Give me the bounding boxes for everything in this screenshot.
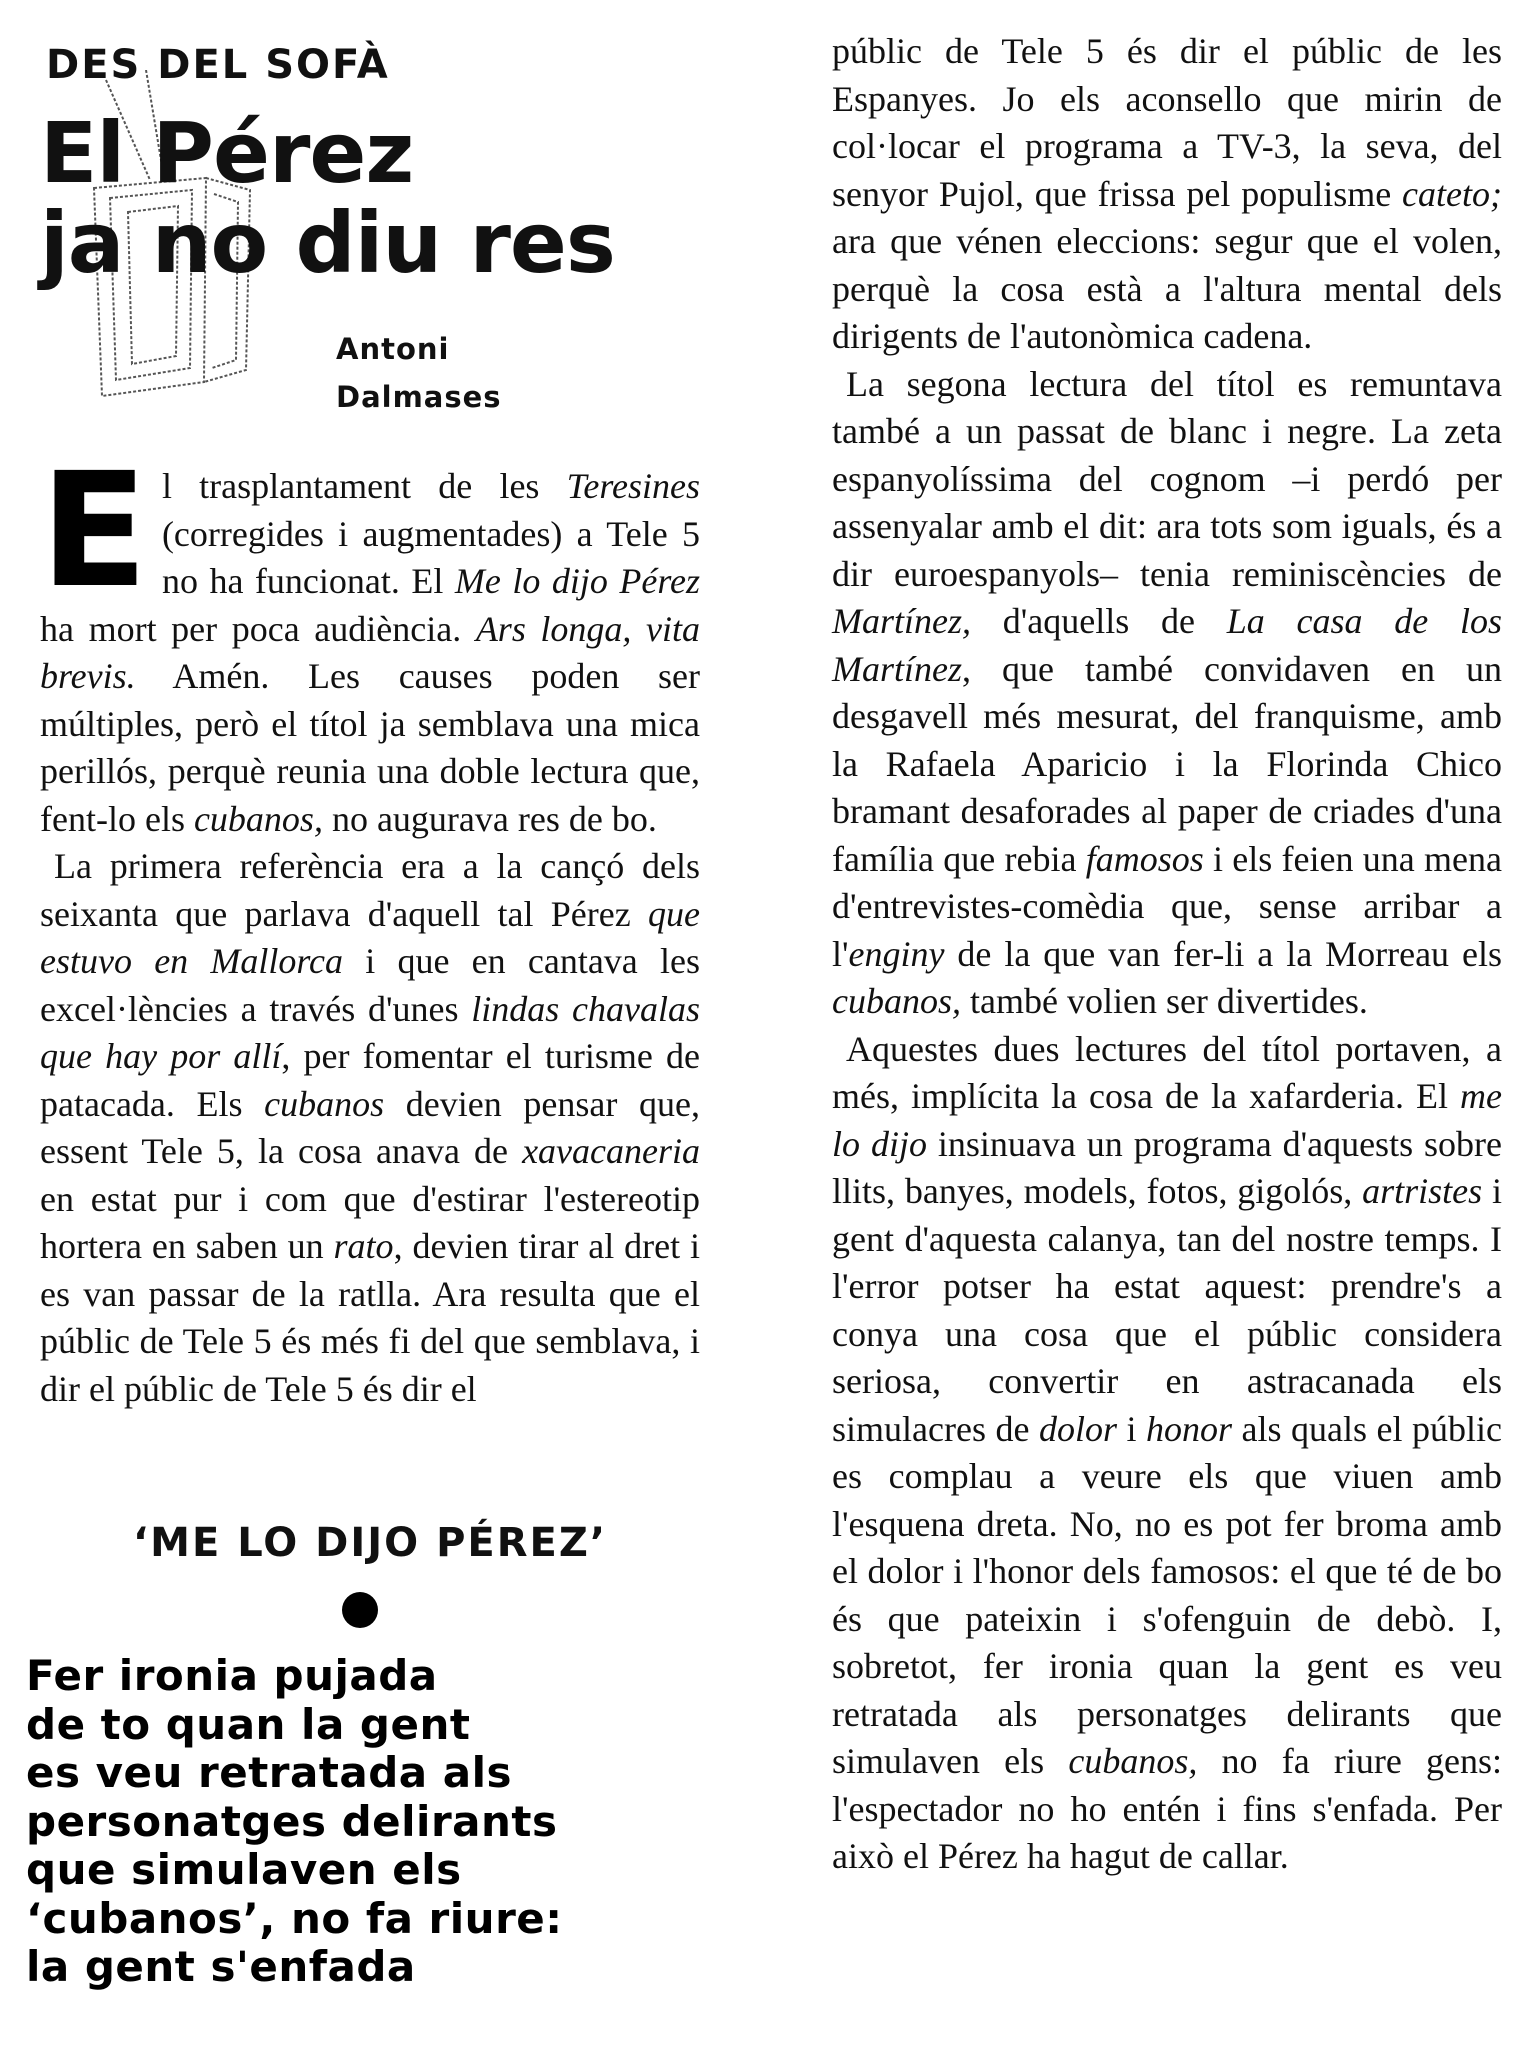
text-run: als quals el públic es complau a veure els que viuen amb l'esquena dreta. No, no es pot fer broma amb el dolor i l'honor dels famosos: el que té de bo és que pateixin i s'ofenguin de debò. I, sobretot, fer ironia quan la gent es veu retratada als personatges delirants que simulaven els [832, 1408, 1502, 1781]
text-run: (corregides i augmentades) a Tele 5 no ha funcionat. El [161, 513, 700, 601]
italic-text: cubanos, [193, 798, 323, 839]
italic-text: cubanos, [832, 981, 961, 1021]
text-run: no augurava res de bo. [322, 798, 657, 839]
author-last-name: Dalmases [336, 380, 502, 414]
section-label: DES DEL SOFÀ [46, 42, 390, 88]
headline-line-1: El Pérez [40, 104, 414, 202]
text-run: d'aquells de [971, 601, 1227, 641]
pullquote-line: es veu retratada als [26, 1748, 513, 1797]
text-run: , devien tirar al dret i es van passar de la ratlla. Ara resulta que el públic de Tele 5 és més fi del que semblava, i dir el públic de Tele 5 és dir el [40, 1226, 700, 1409]
italic-text: artristes [1362, 1171, 1483, 1211]
text-run: i [1116, 1408, 1146, 1449]
text-run: ha mort per poca audiència. [40, 608, 476, 649]
italic-text: xavacaneria [522, 1131, 700, 1171]
text-run: l trasplantament de les [161, 466, 567, 506]
italic-text: enginy [848, 933, 945, 974]
italic-text: Teresines [566, 466, 700, 506]
drop-cap: E [40, 439, 148, 623]
pullquote-line: ‘cubanos’, no fa riure: [26, 1893, 563, 1943]
byline [336, 325, 502, 421]
article-paragraph [40, 843, 700, 1413]
article-paragraph [832, 1026, 1502, 1881]
text-run: devien pensar que, essent Tele 5, la cosa anava de [40, 1083, 700, 1171]
text-run: , per fomentar el turisme de patacada. Els [40, 1036, 700, 1124]
italic-text: famosos [1085, 838, 1204, 879]
italic-text: me lo dijo [832, 1076, 1502, 1164]
text-run: no fa riure gens: l'espectador no ho entén i fins s'enfada. Per això el Pérez ha hagut de callar. [832, 1741, 1502, 1876]
text-run: públic de Tele 5 és dir el públic de les Espanyes. Jo els aconsello que mirin de col·locar el programa a TV-3, la seva, del senyor Pujol, que frissa pel populisme [832, 31, 1502, 214]
italic-text: Ars longa, vita brevis. [40, 608, 701, 696]
article-paragraph [832, 361, 1502, 1026]
text-run: i gent d'aquesta calanya, tan del nostre temps. I l'error potser ha estat aquest: prendre's a conya una cosa que el públic considera seriosa, convertir en astracanada els simulacres de [832, 1171, 1502, 1449]
pullquote-title: ‘ME LO DIJO PÉREZ’ [132, 1520, 608, 1566]
italic-text: honor [1146, 1408, 1233, 1449]
italic-text: La casa de los Martínez [832, 601, 1503, 689]
pullquote-line: que simulaven els [26, 1845, 462, 1894]
text-run: també volien ser divertides. [961, 981, 1368, 1021]
text-run: i que en cantava les excel·lències a través d'unes [40, 941, 700, 1029]
text-run: , que també convidaven en un desgavell més mesurat, del franquisme, amb la Rafaela Aparicio i la Florinda Chico bramant desaforades al paper de criades d'una família que rebia [832, 648, 1502, 879]
italic-text: cateto; [1402, 173, 1502, 214]
text-run: Aquestes dues lectures del títol portaven, a més, implícita la cosa de la xafarderia. El [832, 1028, 1502, 1116]
pullquote-line: de to quan la gent [26, 1699, 471, 1749]
italic-text: que estuvo en Mallorca [40, 893, 700, 981]
italic-text: cubanos [264, 1083, 385, 1124]
pullquote [26, 1652, 706, 1992]
text-run: insinuava un programa d'aquests sobre llits, banyes, models, fotos, gigolós, [832, 1123, 1502, 1211]
italic-text: cubanos, [1068, 1741, 1198, 1781]
italic-text: rato [333, 1226, 394, 1266]
italic-text: dolor [1038, 1408, 1117, 1449]
article-paragraph [832, 28, 1502, 361]
pullquote-line: la gent s'enfada [26, 1942, 416, 1991]
headline [40, 104, 680, 292]
pullquote-line: personatges delirants [26, 1796, 558, 1846]
text-run: La segona lectura del títol es remuntava també a un passat de blanc i negre. La zeta espanyolíssima del cognom –i perdó per assenyalar amb el dit: ara tots som iguals, és a dir euroespanyols– tenia reminiscències de [832, 363, 1502, 594]
author-first-name: Antoni [336, 332, 450, 366]
article-paragraph [40, 439, 701, 843]
italic-text: lindas chavalas que hay por allí [40, 988, 700, 1076]
text-run: ara que vénen eleccions: segur que el volen, perquè la cosa està a l'altura mental dels dirigents de l'autonòmica cadena. [832, 221, 1502, 356]
pullquote-line: Fer ironia pujada [26, 1651, 438, 1700]
text-run: en estat pur i com que d'estirar l'estereotip hortera en saben un [40, 1178, 700, 1266]
text-run: i els feien una mena d'entrevistes-comèdia que, sense arribar a l' [832, 838, 1502, 974]
text-run: La primera referència era a la cançó dels seixanta que parlava d'aquell tal Pérez [40, 846, 700, 934]
text-run: Amén. Les causes poden ser múltiples, però el títol ja semblava una mica perillós, perquè reunia una doble lectura que, fent-lo els [40, 656, 700, 839]
italic-text: Martínez, [832, 601, 971, 641]
bullet-icon [342, 1592, 378, 1628]
headline-line-2: ja no diu res [40, 194, 615, 292]
article-column-1 [40, 439, 701, 1413]
text-run: de la que van fer-li a la Morreau els [944, 933, 1502, 974]
italic-text: Me lo dijo Pérez [454, 561, 701, 601]
article-column-2 [832, 28, 1502, 1881]
